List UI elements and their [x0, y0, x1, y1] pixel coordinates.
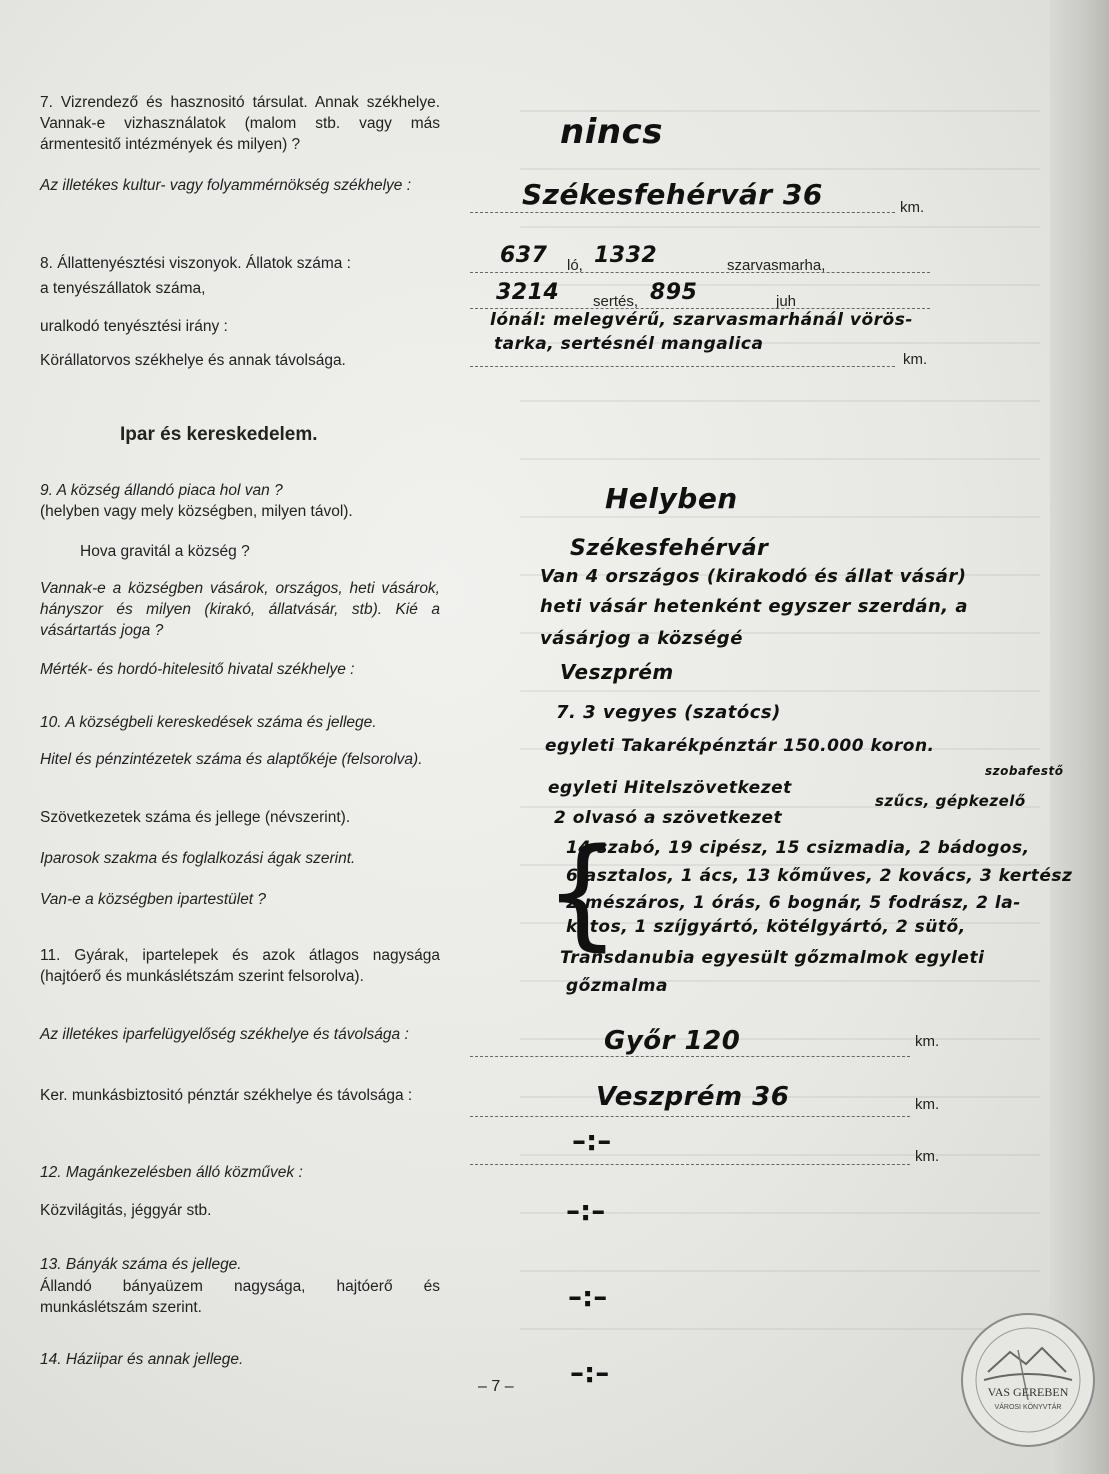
question-9b: (helyben vagy mely községben, milyen távol). — [40, 503, 353, 520]
question-7b: Az illetékes kultur- vagy folyammérnökség székhelye : — [40, 177, 412, 194]
answer-10f-line2: 6 asztalos, 1 ács, 13 kőműves, 2 kovács, 3 kertész — [566, 866, 1073, 886]
question-13b: Állandó bányaüzem nagysága, hajtóerő és munkáslétszám szerint. — [40, 1278, 440, 1316]
dotted-line — [470, 1116, 910, 1117]
answer-10b: egyleti Takarékpénztár 150.000 koron. — [545, 736, 935, 756]
answer-11-line1: Transdanubia egyesült gőzmalmok egyleti — [560, 948, 985, 968]
answer-9c: Székesfehérvár — [570, 536, 769, 561]
dash-mark: –:– — [572, 1124, 612, 1157]
answer-8-sertes: 3214 — [496, 280, 560, 305]
unit-km: km. — [915, 1033, 940, 1050]
answer-10f-line3: 2 mészáros, 1 órás, 6 bognár, 5 fodrász, 2 la- — [566, 893, 1021, 913]
unit-km: km. — [903, 351, 928, 368]
page-number: – 7 – — [478, 1378, 514, 1395]
stamp-sub: VÁROSI KÖNYVTÁR — [994, 1404, 1062, 1411]
question-9d: Vannak-e a községben vásárok, országos, heti vásárok, hányszor és milyen (kirakó, állatvásár, stb). Kié a vásártartás joga ? — [40, 580, 440, 639]
answer-11b: Győr 120 — [604, 1026, 741, 1056]
question-8: 8. Állattenyésztési viszonyok. Állatok száma : — [40, 255, 351, 272]
question-8d: Körállatorvos székhelye és annak távolsága. — [40, 352, 346, 369]
answer-8-lo: 637 — [500, 243, 548, 268]
dash-mark: –:– — [568, 1280, 608, 1313]
question-8c: uralkodó tenyésztési irány : — [40, 318, 228, 335]
question-9: 9. A község állandó piaca hol van ? — [40, 482, 283, 499]
question-14: 14. Háziipar és annak jellege. — [40, 1351, 244, 1368]
unit-lo: ló, — [567, 257, 583, 274]
unit-km: km. — [915, 1096, 940, 1113]
answer-10f-line1: 14 szabó, 19 cipész, 15 csizmadia, 2 bádogos, — [566, 838, 1030, 858]
answer-9d-line1: Van 4 országos (kirakodó és állat vásár) — [540, 566, 967, 587]
page-fold-shadow — [1050, 0, 1109, 1474]
question-10b: Hitel és pénzintézetek száma és alaptőkéje (felsorolva). — [40, 751, 423, 768]
stamp-name: VAS GEREBEN — [987, 1385, 1069, 1399]
answer-7b: Székesfehérvár 36 — [522, 178, 823, 211]
question-10d: Iparosok szakma és foglalkozási ágak szerint. — [40, 850, 356, 867]
dash-mark: –:– — [566, 1194, 606, 1227]
dotted-line — [470, 366, 895, 367]
question-12b: Közvilágitás, jéggyár stb. — [40, 1202, 212, 1219]
dotted-line — [470, 212, 895, 213]
library-stamp — [958, 1310, 1098, 1450]
answer-8-szarvasmarha: 1332 — [594, 243, 658, 268]
question-12: 12. Magánkezelésben álló közművek : — [40, 1164, 303, 1181]
answer-7: nincs — [560, 112, 663, 152]
question-10c: Szövetkezetek száma és jellege (névszerint). — [40, 809, 351, 826]
dotted-line — [470, 308, 930, 309]
unit-sertes: sertés, — [593, 293, 639, 310]
unit-juh: juh — [776, 293, 797, 310]
answer-9: Helyben — [605, 482, 738, 515]
answer-11c: Veszprém 36 — [596, 1082, 790, 1112]
answer-10d-note1: szobafestő — [985, 764, 1064, 778]
question-7: 7. Vizrendező és hasznositó társulat. Annak székhelye. Vannak-e vizhasználatok (malom stb. vagy más ármentesitő intézmények és milyen) ? — [40, 94, 440, 153]
unit-km: km. — [915, 1148, 940, 1165]
dash-mark: –:– — [570, 1356, 610, 1389]
question-10: 10. A községbeli kereskedések száma és jellege. — [40, 714, 377, 731]
question-11: 11. Gyárak, ipartelepek és azok átlagos nagysága (hajtóerő és munkáslétszám szerint felsorolva). — [40, 947, 440, 985]
answer-8c-line1: lónál: melegvérű, szarvasmarhánál vörös- — [490, 310, 913, 330]
brace-glyph: { — [544, 824, 621, 963]
answer-10c: egyleti Hitelszövetkezet — [548, 778, 792, 798]
dotted-line — [470, 1056, 910, 1057]
answer-11-line2: gőzmalma — [566, 976, 668, 996]
answer-8-juh: 895 — [650, 280, 698, 305]
stamp-logo — [958, 1310, 1098, 1450]
section-heading: Ipar és kereskedelem. — [120, 424, 318, 445]
unit-szarvasmarha: szarvasmarha, — [727, 257, 826, 274]
answer-9e: Veszprém — [560, 660, 674, 684]
question-11c: Ker. munkásbiztositó pénztár székhelye és távolsága : — [40, 1087, 413, 1104]
unit-km: km. — [900, 199, 925, 216]
question-8b: a tenyészállatok száma, — [40, 280, 206, 297]
answer-10d-note2: szűcs, gépkezelő — [875, 792, 1026, 810]
answer-10e: 2 olvasó a szövetkezet — [554, 808, 783, 828]
answer-9d-line2: heti vásár hetenként egyszer szerdán, a — [540, 596, 969, 617]
question-9c: Hova gravitál a község ? — [80, 543, 250, 560]
dotted-line — [470, 1164, 910, 1165]
answer-8c-line2: tarka, sertésnél mangalica — [494, 334, 764, 354]
answer-9d-line3: vásárjog a községé — [540, 628, 743, 649]
question-9e: Mérték- és hordó-hitelesitő hivatal székhelye : — [40, 661, 355, 678]
question-10e: Van-e a községben ipartestület ? — [40, 891, 267, 908]
question-13: 13. Bányák száma és jellege. — [40, 1256, 242, 1273]
question-11b: Az illetékes iparfelügyelőség székhelye és távolsága : — [40, 1026, 409, 1043]
answer-10f-line4: katos, 1 szíjgyártó, kötélgyártó, 2 sütő, — [566, 917, 966, 937]
dotted-line — [470, 272, 930, 273]
answer-10: 7. 3 vegyes (szatócs) — [556, 702, 781, 723]
